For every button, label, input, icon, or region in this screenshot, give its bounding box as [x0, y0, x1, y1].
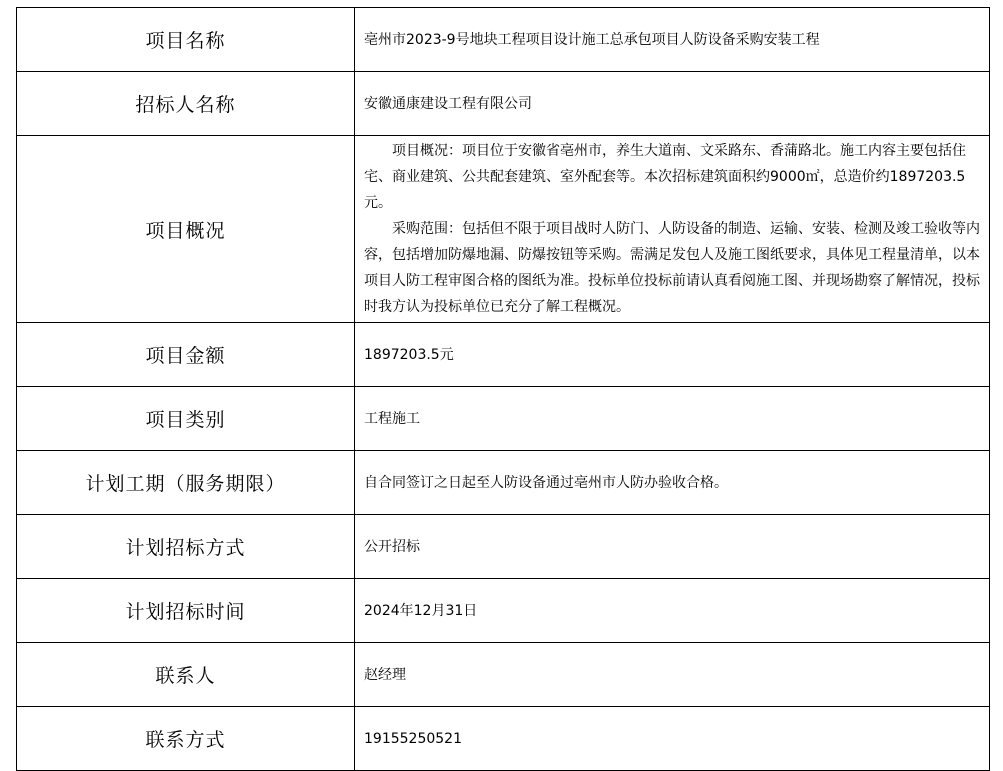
- row-value-overview: [355, 136, 990, 323]
- table-row: [17, 515, 990, 579]
- row-value-method: 公开招标: [355, 515, 990, 579]
- row-label-overview: 项目概况: [17, 136, 355, 323]
- table-row: [17, 451, 990, 515]
- row-value-category: 工程施工: [355, 387, 990, 451]
- table-row: [17, 387, 990, 451]
- row-value-amount: 1897203.5元: [355, 323, 990, 387]
- project-info-table: [16, 7, 990, 771]
- row-value-time: 2024年12月31日: [355, 579, 990, 643]
- row-value-project-name: 亳州市2023-9号地块工程项目设计施工总承包项目人防设备采购安装工程: [355, 8, 990, 72]
- row-value-schedule: 自合同签订之日起至人防设备通过亳州市人防办验收合格。: [355, 451, 990, 515]
- row-label-project-name: 项目名称: [17, 8, 355, 72]
- scope-paragraph: 采购范围：包括但不限于项目战时人防门、人防设备的制造、运输、安装、检测及竣工验收等内容，包括增加防爆地漏、防爆按钮等采购。需满足发包人及施工图纸要求，具体见工程量清单，以本项目人防工程审图合格的图纸为准。投标单位投标前请认真看阅施工图、并现场勘察了解情况，投标时我方认为投标单位已充分了解工程概况。: [364, 221, 980, 315]
- row-value-tenderer: 安徽通康建设工程有限公司: [355, 72, 990, 136]
- table-row: [17, 579, 990, 643]
- table-row: [17, 72, 990, 136]
- table-row: [17, 136, 990, 323]
- table-row: [17, 323, 990, 387]
- row-value-contact: 赵经理: [355, 643, 990, 707]
- row-value-phone: 19155250521: [355, 707, 990, 771]
- row-label-phone: 联系方式: [17, 707, 355, 771]
- row-label-tenderer: 招标人名称: [17, 72, 355, 136]
- row-label-method: 计划招标方式: [17, 515, 355, 579]
- row-label-category: 项目类别: [17, 387, 355, 451]
- table-row: [17, 8, 990, 72]
- table-row: [17, 643, 990, 707]
- row-label-contact: 联系人: [17, 643, 355, 707]
- row-label-schedule: 计划工期（服务期限）: [17, 451, 355, 515]
- table-row: [17, 707, 990, 771]
- row-label-time: 计划招标时间: [17, 579, 355, 643]
- overview-paragraph: 项目概况：项目位于安徽省亳州市，养生大道南、文采路东、香蒲路北。施工内容主要包括住宅、商业建筑、公共配套建筑、室外配套等。本次招标建筑面积约9000㎡，总造价约1897203.5元。: [364, 143, 966, 211]
- row-label-amount: 项目金额: [17, 323, 355, 387]
